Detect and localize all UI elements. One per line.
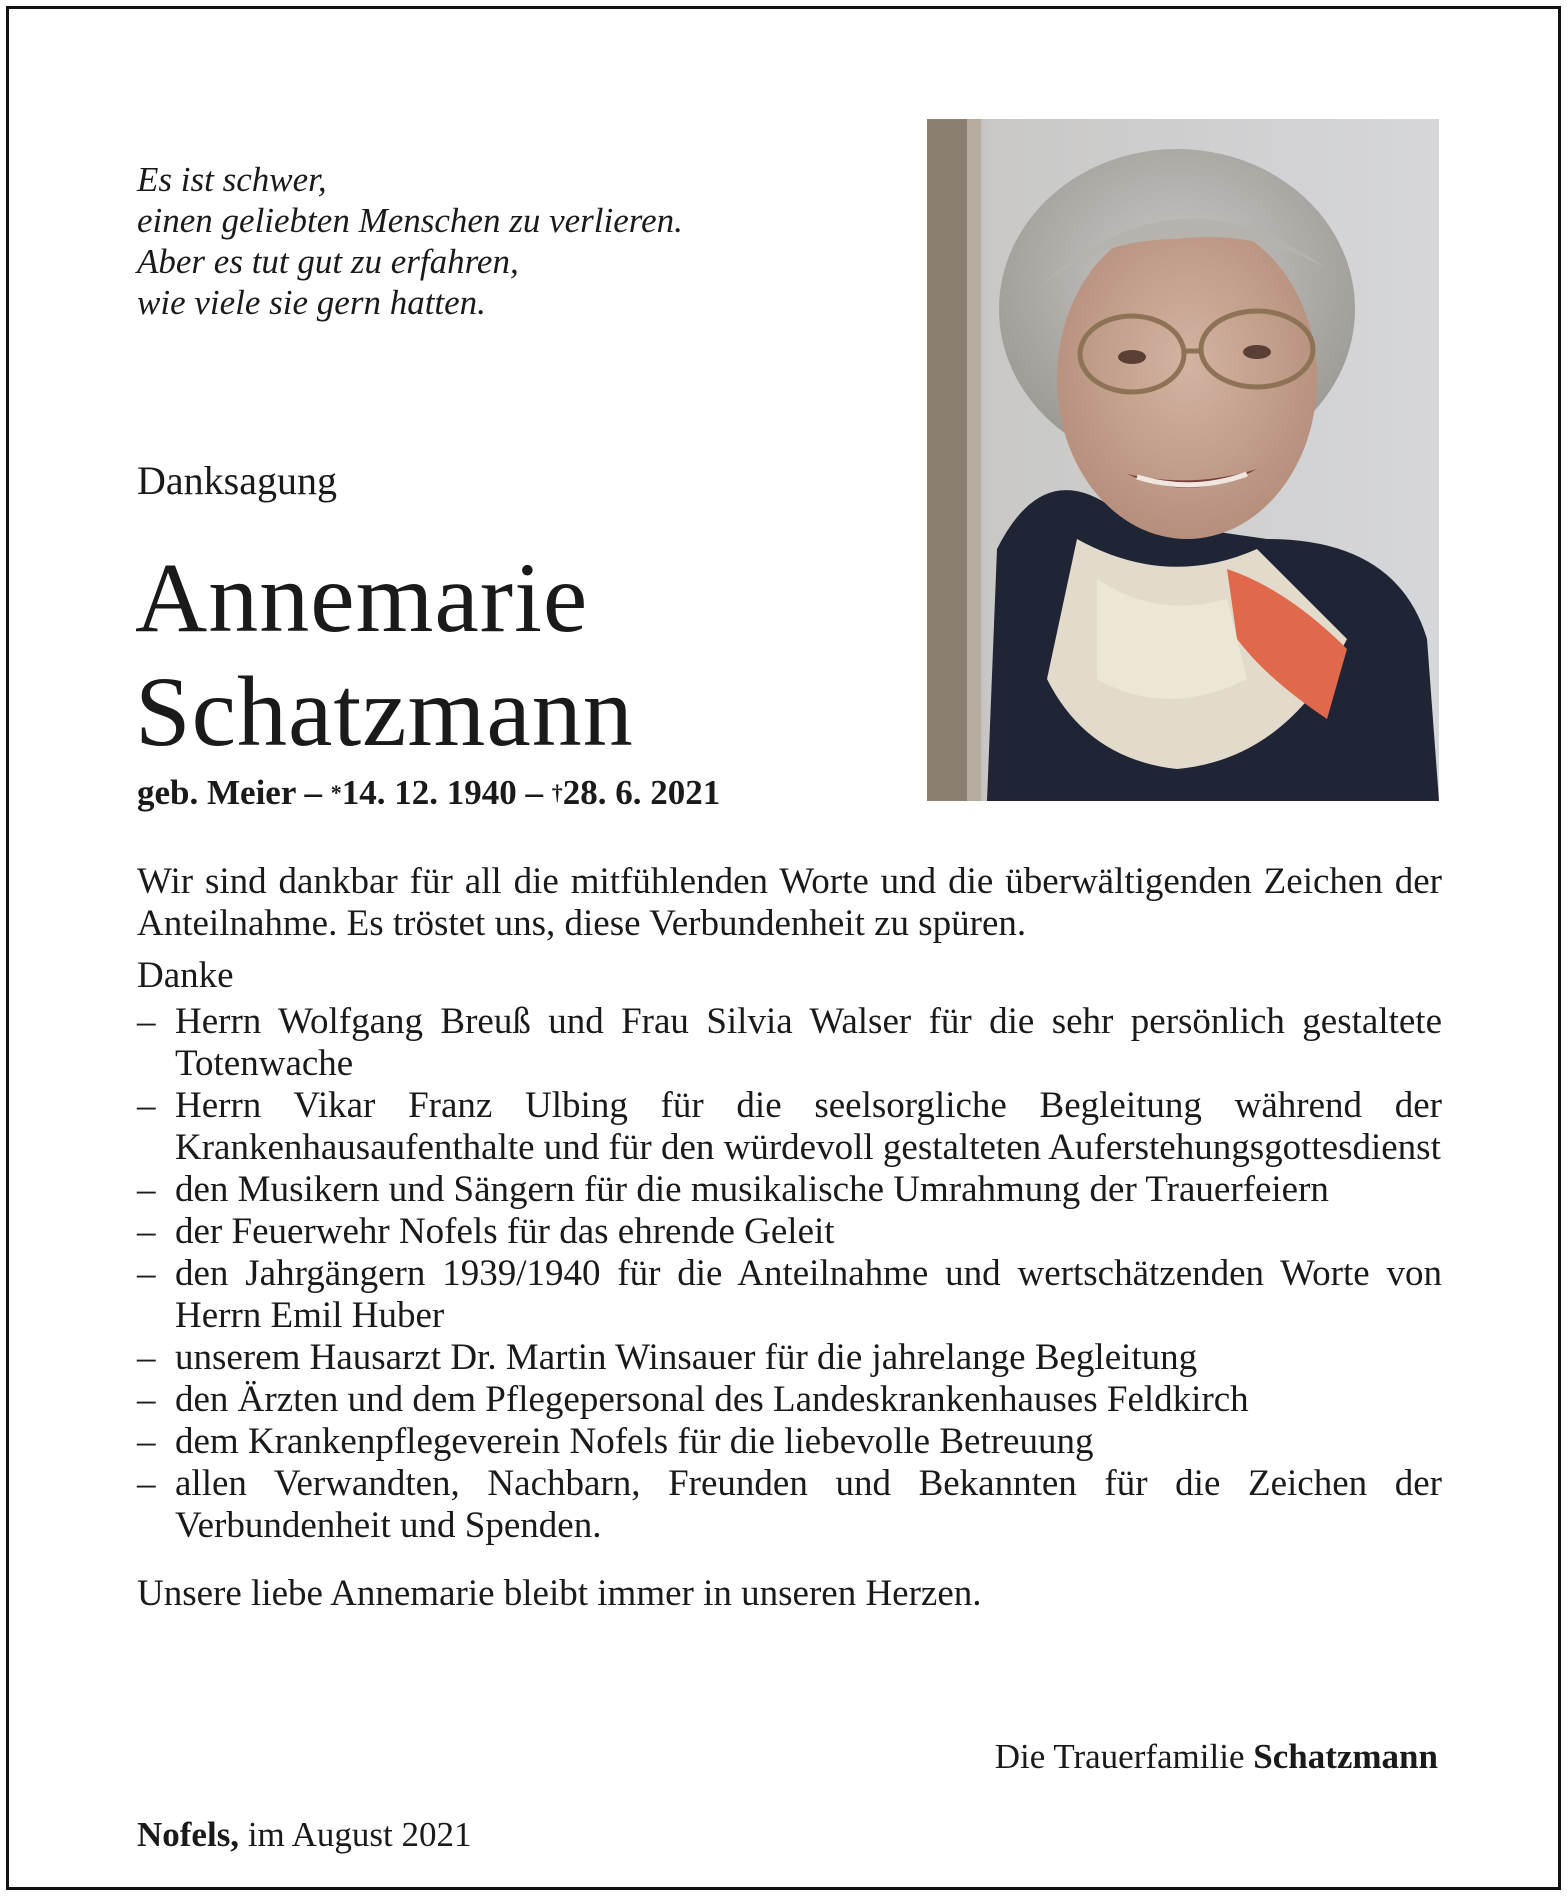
place-date: im August 2021 (239, 1815, 472, 1854)
birth-symbol: * (330, 780, 342, 805)
quote (137, 159, 683, 323)
first-name: Annemarie (135, 542, 589, 653)
dates-separator: – (516, 773, 552, 812)
list-item: – den Ärzten und dem Pflegepersonal des Landeskrankenhauses Feldkirch (137, 1379, 1442, 1421)
quote-line: Es ist schwer, (137, 160, 327, 199)
quote-line: einen geliebten Menschen zu verlieren. (137, 201, 683, 240)
list-item: – allen Verwandten, Nachbarn, Freunden und Bekannten für die Zeichen der Verbundenheit und Spenden. (137, 1463, 1442, 1547)
quote-line: wie viele sie gern hatten. (137, 283, 486, 322)
overline-danksagung: Danksagung (137, 458, 337, 503)
signature (995, 1737, 1438, 1777)
intro-paragraph: Wir sind dankbar für all die mitfühlenden Worte und die überwältigenden Zeichen der Anteilnahme. Es tröstet uns, diese Verbundenheit zu spüren. (137, 861, 1442, 944)
list-item: – Herrn Vikar Franz Ulbing für die seelsorgliche Begleitung während der Krankenhausaufenthalte und für den würdevoll gestalteten Auferstehungsgottesdienst (137, 1085, 1442, 1169)
list-item: – dem Krankenpflegeverein Nofels für die liebevolle Betreuung (137, 1421, 1442, 1463)
maiden-name: geb. Meier (137, 773, 296, 812)
death-date: 28. 6. 2021 (562, 773, 721, 812)
birth-date: 14. 12. 1940 (341, 773, 517, 812)
death-symbol: † (551, 780, 563, 805)
list-item: – Herrn Wolfgang Breuß und Frau Silvia Walser für die sehr persönlich gestaltete Totenwache (137, 1001, 1442, 1085)
danke-label: Danke (137, 955, 234, 996)
place-town: Nofels, (137, 1815, 240, 1854)
thanks-body (137, 861, 1442, 1615)
portrait-icon (927, 119, 1439, 801)
deceased-name (135, 541, 634, 769)
quote-line: Aber es tut gut zu erfahren, (137, 242, 519, 281)
closing-line: Unsere liebe Annemarie bleibt immer in unseren Herzen. (137, 1573, 982, 1614)
list-item: – den Musikern und Sängern für die musikalische Umrahmung der Trauerfeiern (137, 1169, 1442, 1211)
place-and-date (137, 1815, 471, 1855)
family-name: Schatzmann (1253, 1737, 1438, 1776)
life-dates (137, 773, 720, 813)
signature-prefix: Die Trauerfamilie (994, 1737, 1254, 1776)
list-item: – der Feuerwehr Nofels für das ehrende Geleit (137, 1211, 1442, 1253)
portrait-photo (927, 119, 1439, 801)
thanks-list (137, 1001, 1442, 1547)
last-name: Schatzmann (135, 656, 634, 767)
obituary-notice (6, 6, 1561, 1890)
list-item: – den Jahrgängern 1939/1940 für die Anteilnahme und wertschätzenden Worte von Herrn Emil Huber (137, 1253, 1442, 1337)
dates-separator: – (295, 773, 331, 812)
list-item: – unserem Hausarzt Dr. Martin Winsauer für die jahrelange Begleitung (137, 1337, 1442, 1379)
